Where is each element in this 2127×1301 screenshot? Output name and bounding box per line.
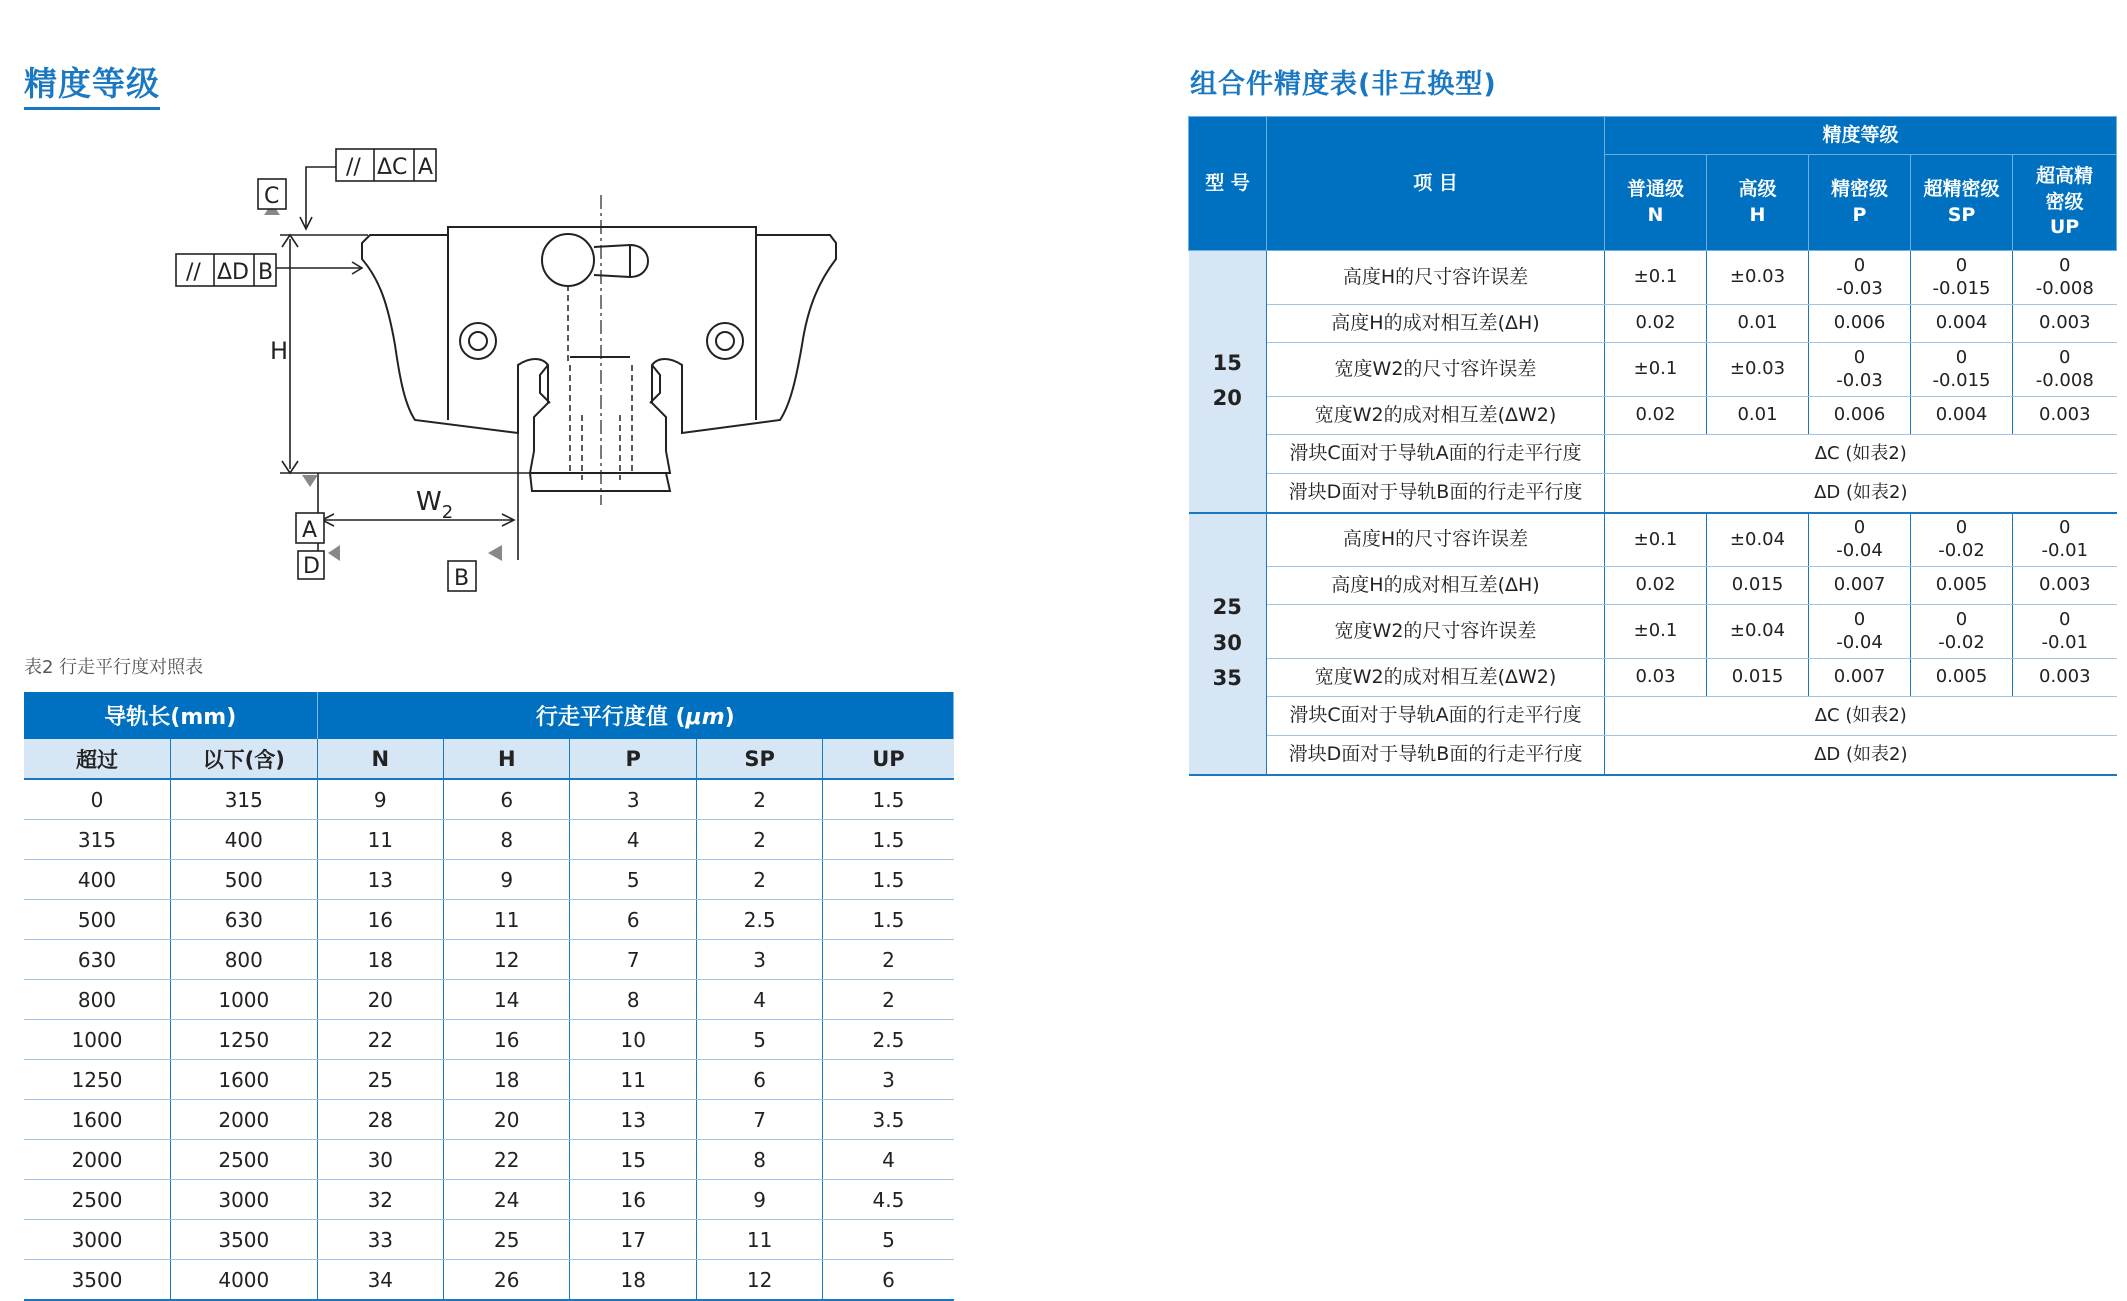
datum-c-label: C [264, 184, 280, 209]
dimension-h-label: H [270, 337, 289, 365]
table-cell: 9 [444, 860, 570, 900]
value-line: 0.006 [1833, 404, 1886, 426]
item-cell: 滑块D面对于导轨B面的行走平行度 [1267, 736, 1605, 775]
table-row [1189, 305, 2117, 343]
table-row [1189, 397, 2117, 435]
section-title-accuracy-grade: 精度等级 [24, 58, 160, 110]
value-cell [1911, 567, 2013, 605]
value-line: 0 [1955, 347, 1968, 368]
dimension-w2-label: $W_2$ [416, 487, 454, 523]
grade-header [1707, 155, 1809, 251]
table-row [24, 1140, 954, 1180]
column-header: 以下(含) [171, 739, 318, 779]
value-line: 0.01 [1737, 312, 1778, 334]
table-cell: 16 [317, 900, 443, 940]
table-cell: 4 [570, 820, 696, 860]
table-cell: 11 [444, 900, 570, 940]
grade-header-line: 高级 [1738, 177, 1777, 200]
item-cell: 滑块C面对于导轨A面的行走平行度 [1267, 435, 1605, 474]
table-cell: 20 [317, 980, 443, 1020]
value-line: 0.01 [1737, 404, 1778, 426]
value-cell [2013, 305, 2117, 343]
running-parallelism-table [24, 692, 954, 1301]
assembly-accuracy-table [1188, 116, 2117, 776]
value-cell [1605, 305, 1707, 343]
merged-value-cell: ΔD (如表2) [1605, 736, 2117, 775]
table-cell: 8 [570, 980, 696, 1020]
model-number: 35 [1212, 666, 1242, 691]
value-cell [1911, 397, 2013, 435]
table-cell: 18 [444, 1060, 570, 1100]
table-cell: 2.5 [823, 1020, 954, 1060]
value-line: -0.01 [2041, 631, 2089, 653]
value-line: ±0.03 [1729, 266, 1786, 288]
table-cell: 9 [317, 779, 443, 820]
value-cell [1707, 251, 1809, 305]
value-cell [1707, 343, 1809, 397]
table-row [24, 1180, 954, 1220]
value-cell [1911, 513, 2013, 567]
item-cell: 高度H的成对相互差(ΔH) [1267, 305, 1605, 343]
value-line: 0 [2059, 609, 2071, 630]
table-cell: 1.5 [823, 779, 954, 820]
table-cell: 26 [444, 1260, 570, 1301]
table-cell: 2.5 [696, 900, 822, 940]
table-cell: 3500 [171, 1220, 318, 1260]
grade-header [1605, 155, 1707, 251]
value-line: 0.004 [1935, 404, 1988, 426]
table-cell: 32 [317, 1180, 443, 1220]
value-cell [1707, 397, 1809, 435]
linear-guide-diagram [130, 135, 850, 615]
table-row [24, 1020, 954, 1060]
value-line: 0 [1955, 609, 1968, 630]
table-cell: 6 [823, 1260, 954, 1301]
column-header: N [317, 739, 443, 779]
table-cell: 4.5 [823, 1180, 954, 1220]
section-title-assembly-accuracy: 组合件精度表(非互换型) [1190, 69, 1497, 100]
table-cell: 6 [696, 1060, 822, 1100]
grade-header [1809, 155, 1911, 251]
value-cell [1605, 251, 1707, 305]
grade-header-line: H [1749, 203, 1766, 226]
table-cell: 3.5 [823, 1100, 954, 1140]
grade-header [1911, 155, 2013, 251]
value-line: 0 [2059, 347, 2071, 368]
table-cell: 34 [317, 1260, 443, 1301]
table-row [24, 820, 954, 860]
grade-header-line: P [1852, 203, 1867, 226]
value-line: -0.008 [2035, 277, 2094, 299]
grade-header-line: UP [2049, 216, 2080, 239]
item-cell: 宽度W2的尺寸容许误差 [1267, 605, 1605, 659]
value-line: 0.02 [1635, 574, 1676, 596]
value-line: 0.015 [1731, 574, 1784, 596]
merged-value-cell: ΔD (如表2) [1605, 474, 2117, 513]
table-cell: 3000 [24, 1220, 171, 1260]
value-line: 0 [1853, 347, 1866, 368]
value-cell [1911, 659, 2013, 697]
value-line: 0.02 [1635, 312, 1676, 334]
table-cell: 315 [24, 820, 171, 860]
table-cell: 11 [696, 1220, 822, 1260]
table-cell: 7 [570, 940, 696, 980]
table-row [24, 1060, 954, 1100]
item-cell: 滑块D面对于导轨B面的行走平行度 [1267, 474, 1605, 513]
table-row [24, 1100, 954, 1140]
value-cell [1809, 513, 1911, 567]
table-cell: 400 [171, 820, 318, 860]
table-cell: 7 [696, 1100, 822, 1140]
table-cell: 1250 [171, 1020, 318, 1060]
value-cell [2013, 567, 2117, 605]
value-line: ±0.04 [1729, 620, 1786, 642]
value-line: -0.008 [2035, 369, 2094, 391]
item-cell: 滑块C面对于导轨A面的行走平行度 [1267, 697, 1605, 736]
model-cell [1189, 513, 1267, 775]
table-cell: 16 [444, 1020, 570, 1060]
value-cell [1707, 513, 1809, 567]
value-line: ±0.1 [1633, 266, 1678, 288]
value-line: ±0.03 [1729, 358, 1786, 380]
value-line: 0.003 [2039, 574, 2091, 596]
table-cell: 5 [696, 1020, 822, 1060]
column-header: UP [823, 739, 954, 779]
table-cell: 500 [171, 860, 318, 900]
value-line: 0 [1853, 517, 1866, 539]
table-cell: 4 [823, 1140, 954, 1180]
value-cell [2013, 513, 2117, 567]
value-line: -0.03 [1836, 277, 1883, 299]
table-cell: 315 [171, 779, 318, 820]
table-cell: 800 [24, 980, 171, 1020]
table-cell: 16 [570, 1180, 696, 1220]
value-line: -0.04 [1836, 631, 1883, 653]
value-cell [1707, 659, 1809, 697]
table-cell: 13 [570, 1100, 696, 1140]
model-number: 20 [1212, 386, 1242, 411]
grade-header-line: 普通级 [1626, 177, 1684, 200]
table-cell: 10 [570, 1020, 696, 1060]
value-line: -0.015 [1932, 369, 1991, 391]
value-line: 0.03 [1635, 666, 1676, 688]
value-line: ±0.04 [1729, 528, 1786, 550]
frame-left-parallel: // [186, 260, 201, 285]
table-row [24, 980, 954, 1020]
model-number: 25 [1212, 594, 1242, 619]
table-cell: 12 [444, 940, 570, 980]
table-cell: 22 [317, 1020, 443, 1060]
item-cell: 宽度W2的成对相互差(ΔW2) [1267, 659, 1605, 697]
value-line: 0.02 [1635, 404, 1676, 426]
table-cell: 1600 [24, 1100, 171, 1140]
header-accuracy-grade: 精度等级 [1605, 117, 2117, 155]
header-item: 项 目 [1267, 117, 1605, 251]
merged-value-cell: ΔC (如表2) [1605, 697, 2117, 736]
value-line: 0 [2059, 517, 2071, 539]
value-cell [2013, 605, 2117, 659]
grade-header-line: 超精密级 [1923, 177, 2000, 200]
grade-header [2013, 155, 2117, 251]
table-cell: 3 [570, 779, 696, 820]
table-row [24, 779, 954, 820]
value-line: 0.004 [1935, 312, 1988, 334]
table-cell: 5 [570, 860, 696, 900]
table-row [1189, 435, 2117, 474]
table-row [1189, 605, 2117, 659]
merged-value-cell: ΔC (如表2) [1605, 435, 2117, 474]
table-cell: 3500 [24, 1260, 171, 1301]
column-header: H [444, 739, 570, 779]
table-cell: 3 [823, 1060, 954, 1100]
table-cell: 2 [696, 860, 822, 900]
column-header: P [570, 739, 696, 779]
table-cell: 1000 [24, 1020, 171, 1060]
frame-top-delta-c: ΔC [377, 155, 408, 180]
table-cell: 8 [444, 820, 570, 860]
table-cell: 1.5 [823, 820, 954, 860]
table-cell: 6 [570, 900, 696, 940]
table-cell: 630 [24, 940, 171, 980]
value-line: 0.007 [1833, 666, 1886, 688]
value-line: -0.01 [2041, 539, 2089, 561]
table-row [1189, 251, 2117, 305]
value-cell [2013, 397, 2117, 435]
frame-left-delta-d: ΔD [217, 260, 249, 285]
grade-header-line: 密级 [2045, 190, 2084, 213]
table-cell: 4 [696, 980, 822, 1020]
item-cell: 宽度W2的成对相互差(ΔW2) [1267, 397, 1605, 435]
table-row [1189, 513, 2117, 567]
table-cell: 2000 [171, 1100, 318, 1140]
table-row [24, 940, 954, 980]
value-line: -0.02 [1938, 631, 1985, 653]
header-model: 型 号 [1189, 117, 1267, 251]
value-line: 0 [1853, 609, 1866, 630]
value-line: -0.04 [1836, 539, 1883, 561]
column-header-row [24, 739, 954, 779]
table-cell: 1600 [171, 1060, 318, 1100]
value-line: ±0.1 [1633, 528, 1678, 550]
table-cell: 2 [823, 940, 954, 980]
value-cell [1605, 513, 1707, 567]
column-header: SP [696, 739, 822, 779]
frame-top-datum-a: A [418, 155, 434, 180]
table-cell: 1.5 [823, 860, 954, 900]
value-line: -0.02 [1938, 539, 1985, 561]
table-cell: 20 [444, 1100, 570, 1140]
table-cell: 17 [570, 1220, 696, 1260]
table-cell: 500 [24, 900, 171, 940]
table-cell: 800 [171, 940, 318, 980]
table-cell: 0 [24, 779, 171, 820]
value-line: 0.015 [1731, 666, 1784, 688]
table-cell: 6 [444, 779, 570, 820]
value-cell [1707, 305, 1809, 343]
table-cell: 25 [444, 1220, 570, 1260]
value-line: ±0.1 [1633, 620, 1678, 642]
item-cell: 高度H的尺寸容许误差 [1267, 513, 1605, 567]
datum-b-label: B [454, 566, 470, 591]
value-cell [1605, 343, 1707, 397]
datum-a-label: A [302, 518, 318, 543]
value-line: 0.005 [1935, 666, 1988, 688]
frame-left-datum-b: B [258, 260, 274, 285]
value-line: -0.03 [1836, 369, 1883, 391]
value-line: 0 [1853, 255, 1866, 276]
table-cell: 2000 [24, 1140, 171, 1180]
value-line: 0.003 [2039, 666, 2091, 688]
table-row [1189, 567, 2117, 605]
datum-d-label: D [303, 554, 320, 579]
item-cell: 高度H的成对相互差(ΔH) [1267, 567, 1605, 605]
value-line: 0.003 [2039, 404, 2091, 426]
table-cell: 18 [570, 1260, 696, 1301]
table-cell: 5 [823, 1220, 954, 1260]
value-cell [1809, 397, 1911, 435]
table-cell: 9 [696, 1180, 822, 1220]
table-cell: 1250 [24, 1060, 171, 1100]
table-cell: 2 [696, 779, 822, 820]
table-cell: 11 [317, 820, 443, 860]
item-cell: 高度H的尺寸容许误差 [1267, 251, 1605, 305]
table-cell: 30 [317, 1140, 443, 1180]
table-cell: 15 [570, 1140, 696, 1180]
value-line: 0 [1955, 255, 1968, 276]
value-line: ±0.1 [1633, 358, 1678, 380]
table-cell: 2 [696, 820, 822, 860]
table-cell: 400 [24, 860, 171, 900]
table-cell: 33 [317, 1220, 443, 1260]
table-cell: 2500 [24, 1180, 171, 1220]
table-row [1189, 697, 2117, 736]
table-cell: 1000 [171, 980, 318, 1020]
grade-header-line: N [1647, 203, 1664, 226]
value-cell [1911, 343, 2013, 397]
value-cell [1911, 251, 2013, 305]
value-line: -0.015 [1932, 277, 1991, 299]
grade-header-line: SP [1947, 203, 1976, 226]
header-parallelism-value: 行走平行度值 (μm) [317, 692, 953, 739]
value-cell [1605, 659, 1707, 697]
grade-header-line: 精密级 [1830, 177, 1888, 200]
model-cell [1189, 251, 1267, 513]
frame-top-parallel: // [346, 155, 361, 180]
value-line: 0 [2059, 255, 2071, 276]
table-cell: 1.5 [823, 900, 954, 940]
table-row [1189, 659, 2117, 697]
value-cell [1605, 605, 1707, 659]
table-cell: 2 [823, 980, 954, 1020]
value-cell [1809, 305, 1911, 343]
value-cell [2013, 659, 2117, 697]
value-cell [1809, 251, 1911, 305]
item-cell: 宽度W2的尺寸容许误差 [1267, 343, 1605, 397]
value-cell [1911, 605, 2013, 659]
table-cell: 28 [317, 1100, 443, 1140]
value-cell [1605, 397, 1707, 435]
table-row [1189, 736, 2117, 775]
value-cell [1605, 567, 1707, 605]
table-cell: 3000 [171, 1180, 318, 1220]
table-cell: 25 [317, 1060, 443, 1100]
grade-header-line: 超高精 [2036, 165, 2094, 188]
table-row [24, 1220, 954, 1260]
table-row [1189, 474, 2117, 513]
table-row [24, 900, 954, 940]
header-rail-length: 导轨长(mm) [24, 692, 317, 739]
value-cell [1707, 567, 1809, 605]
table-cell: 4000 [171, 1260, 318, 1301]
value-line: 0.005 [1935, 574, 1988, 596]
table-cell: 14 [444, 980, 570, 1020]
value-cell [1809, 567, 1911, 605]
table-cell: 11 [570, 1060, 696, 1100]
value-cell [1809, 605, 1911, 659]
value-cell [1911, 305, 2013, 343]
table-cell: 18 [317, 940, 443, 980]
value-cell [2013, 343, 2117, 397]
table-cell: 24 [444, 1180, 570, 1220]
table-cell: 2500 [171, 1140, 318, 1180]
table-cell: 3 [696, 940, 822, 980]
value-line: 0.003 [2039, 312, 2091, 334]
value-cell [1809, 343, 1911, 397]
table-cell: 13 [317, 860, 443, 900]
value-cell [2013, 251, 2117, 305]
model-number: 15 [1212, 350, 1242, 375]
table-cell: 22 [444, 1140, 570, 1180]
value-cell [1707, 605, 1809, 659]
value-line: 0.007 [1833, 574, 1886, 596]
table-caption: 表2 行走平行度对照表 [24, 657, 204, 678]
model-number: 30 [1212, 630, 1242, 655]
column-header: 超过 [24, 739, 171, 779]
table-row [1189, 343, 2117, 397]
table-row [24, 860, 954, 900]
value-cell [1809, 659, 1911, 697]
table-row [24, 1260, 954, 1301]
value-line: 0.006 [1833, 312, 1886, 334]
table-cell: 630 [171, 900, 318, 940]
value-line: 0 [1955, 517, 1968, 539]
table-cell: 12 [696, 1260, 822, 1301]
table-cell: 8 [696, 1140, 822, 1180]
